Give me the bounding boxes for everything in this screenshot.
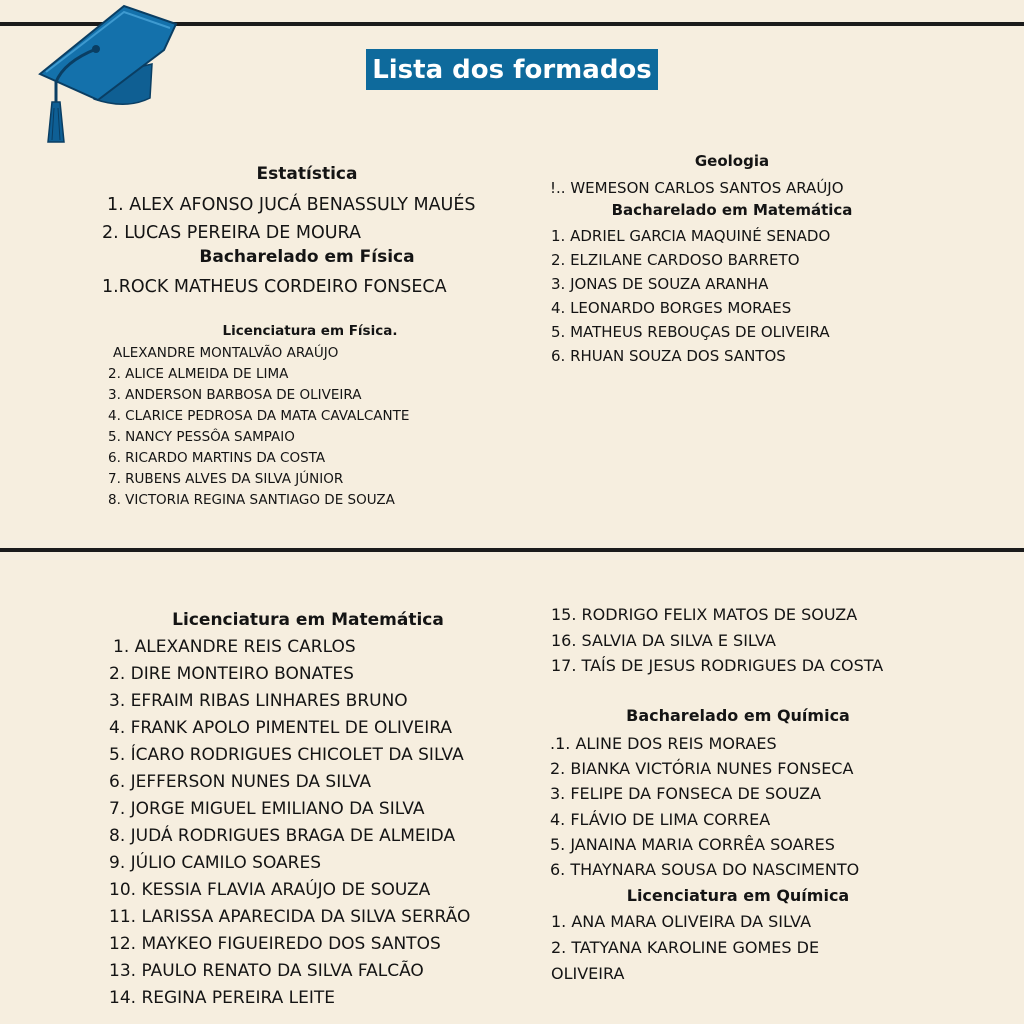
list-estatistica [102, 191, 476, 247]
list-item: 2. BIANKA VICTÓRIA NUNES FONSECA [550, 759, 854, 779]
list-item: 5. JANAINA MARIA CORRÊA SOARES [550, 834, 835, 854]
heading-licenciatura-matematica: Licenciatura em Matemática [172, 610, 444, 630]
list-item: 3. FELIPE DA FONSECA DE SOUZA [550, 784, 822, 804]
list-item: 11. LARISSA APARECIDA DA SILVA SERRÃO [109, 907, 471, 927]
list-item: 2. DIRE MONTEIRO BONATES [109, 664, 354, 684]
list-item: 5. ÍCARO RODRIGUES CHICOLET DA SILVA [109, 745, 464, 765]
list-licenciatura-fisica [108, 343, 409, 511]
list-item: 2. LUCAS PEREIRA DE MOURA [102, 223, 361, 243]
list-item: 1.ROCK MATHEUS CORDEIRO FONSECA [102, 277, 447, 297]
list-item: 4. FLÁVIO DE LIMA CORREA [550, 809, 771, 829]
list-item: 13. PAULO RENATO DA SILVA FALCÃO [109, 961, 424, 981]
list-item: 6. THAYNARA SOUSA DO NASCIMENTO [550, 860, 860, 880]
heading-bacharelado-quimica: Bacharelado em Química [626, 706, 850, 725]
list-item: 8. VICTORIA REGINA SANTIAGO DE SOUZA [108, 492, 395, 508]
list-item: 12. MAYKEO FIGUEIREDO DOS SANTOS [109, 934, 441, 954]
list-item: 15. RODRIGO FELIX MATOS DE SOUZA [551, 605, 858, 624]
heading-bacharelado-matematica: Bacharelado em Matemática [611, 201, 853, 219]
list-item: 5. MATHEUS REBOUÇAS DE OLIVEIRA [551, 323, 830, 341]
heading-bacharelado-fisica: Bacharelado em Física [199, 247, 415, 267]
list-item: 3. ANDERSON BARBOSA DE OLIVEIRA [108, 387, 362, 403]
list-bacharelado-fisica [102, 275, 447, 299]
list-item: 9. JÚLIO CAMILO SOARES [109, 853, 322, 873]
list-item: 4. FRANK APOLO PIMENTEL DE OLIVEIRA [109, 718, 452, 738]
list-item: 5. NANCY PESSÔA SAMPAIO [108, 429, 295, 445]
list-item: !.. WEMESON CARLOS SANTOS ARAÚJO [550, 179, 844, 197]
list-licenciatura-matematica-cont [551, 602, 883, 679]
list-item: 17. TAÍS DE JESUS RODRIGUES DA COSTA [551, 656, 884, 675]
list-item: 1. ALEXANDRE REIS CARLOS [113, 637, 356, 657]
list-item: 2. TATYANA KAROLINE GOMES DE [551, 938, 820, 957]
heading-estatistica: Estatística [256, 164, 358, 184]
list-licenciatura-quimica [551, 909, 819, 987]
page-title: Lista dos formados [366, 49, 658, 90]
list-item: 2. ELZILANE CARDOSO BARRETO [551, 251, 800, 269]
list-item: OLIVEIRA [551, 964, 625, 983]
list-item: 3. EFRAIM RIBAS LINHARES BRUNO [109, 691, 408, 711]
list-item: 1. ALEX AFONSO JUCÁ BENASSULY MAUÉS [107, 195, 476, 215]
list-licenciatura-matematica [109, 634, 470, 1012]
list-item: 2. ALICE ALMEIDA DE LIMA [108, 366, 289, 382]
list-item: 7. RUBENS ALVES DA SILVA JÚNIOR [108, 471, 344, 487]
list-item: 6. RICARDO MARTINS DA COSTA [108, 450, 326, 466]
list-item: 6. JEFFERSON NUNES DA SILVA [109, 772, 371, 792]
list-item: .1. ALINE DOS REIS MORAES [550, 734, 777, 753]
heading-licenciatura-fisica: Licenciatura em Física. [222, 323, 398, 339]
list-item: 1. ANA MARA OLIVEIRA DA SILVA [551, 912, 812, 931]
list-item: 1. ADRIEL GARCIA MAQUINÉ SENADO [551, 227, 831, 245]
heading-geologia: Geologia [694, 152, 770, 170]
heading-licenciatura-quimica: Licenciatura em Química [626, 886, 850, 905]
list-item: 3. JONAS DE SOUZA ARANHA [551, 275, 769, 293]
list-item: 8. JUDÁ RODRIGUES BRAGA DE ALMEIDA [109, 826, 456, 846]
middle-divider [0, 548, 1024, 552]
list-bacharelado-quimica [550, 731, 859, 882]
list-item: ALEXANDRE MONTALVÃO ARAÚJO [113, 345, 339, 361]
list-item: 7. JORGE MIGUEL EMILIANO DA SILVA [109, 799, 425, 819]
list-item: 10. KESSIA FLAVIA ARAÚJO DE SOUZA [109, 880, 431, 900]
list-item: 4. CLARICE PEDROSA DA MATA CAVALCANTE [108, 408, 410, 424]
list-item: 14. REGINA PEREIRA LEITE [109, 988, 335, 1008]
list-geologia [550, 176, 844, 200]
list-item: 6. RHUAN SOUZA DOS SANTOS [551, 347, 786, 365]
list-item: 4. LEONARDO BORGES MORAES [551, 299, 792, 317]
list-bacharelado-matematica [551, 224, 830, 368]
graduation-cap-icon [36, 2, 184, 148]
list-item: 16. SALVIA DA SILVA E SILVA [551, 630, 776, 650]
